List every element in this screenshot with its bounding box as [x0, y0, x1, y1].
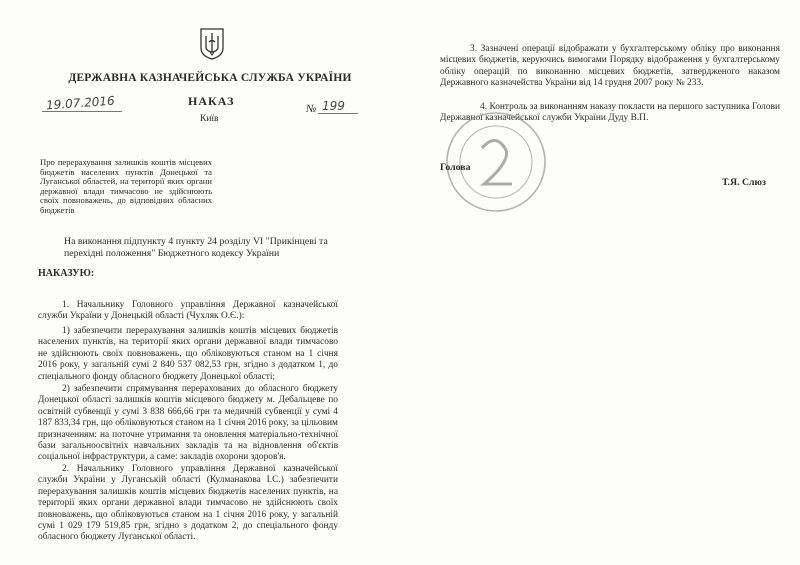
signatory-name: Т.Я. Слюз	[722, 177, 766, 188]
order-city: Київ	[200, 114, 219, 124]
order-command: НАКАЗУЮ:	[38, 268, 95, 279]
paragraph-1: 1. Начальнику Головного управління Державної казначейської служби України у Донецькій області (Чухляк О.Є.):	[38, 300, 338, 322]
number-underline	[318, 113, 358, 114]
order-date: 19.07.2016	[45, 93, 116, 113]
order-number: 199	[322, 99, 345, 113]
order-title: НАКАЗ	[188, 94, 235, 108]
signatory-title: Голова	[440, 162, 471, 173]
agency-name: ДЕРЖАВНА КАЗНАЧЕЙСЬКА СЛУЖБА УКРАЇНИ	[68, 72, 352, 84]
ukraine-trident-emblem-icon	[199, 28, 225, 60]
paragraph-3: 3. Зазначені операції відображати у бухгалтерському обліку про виконання місцевих бюджетів, керуючись вимогами Порядку відображення у бухгалтерському обліку операцій по виконанню місцевих бюджетів, затвердженого наказом Державного казначейства України від 14 грудня 2007 року № 233.	[440, 44, 780, 89]
order-preamble: На виконання підпункту 4 пункту 24 розділу VI "Прикінцеві та перехідні положення" Бюджетного кодексу України	[64, 236, 328, 259]
order-subject: Про перерахування залишків коштів місцевих бюджетів населених пунктів Донецької та Луганської областей, на території яких органи державної влади тимчасово не здійснюють своїх повноважень, до відповідних обласних бюджетів	[40, 157, 212, 215]
paragraph-1-1: 1) забезпечити перерахування залишків коштів місцевих бюджетів населених пунктів, на території яких органи державної влади тимчасово не здійснюють своїх повноважень, що обліковуються станом на 1 січня 2016 року, у загальній сумі 2 840 537 082,53 грн, згідно з додатком 1, до спеціального фонду обласного бюджету Донецької області;	[38, 326, 338, 382]
paragraph-2: 2. Начальнику Головного управління Державної казначейської служби України у Луганській області (Кулманакова І.С.) забезпечити перерахування залишків коштів місцевих бюджетів населених пунктів, на території яких органи державної влади тимчасово не здійснюють своїх повноважень, що обліковуються станом на 1 січня 2016 року, у загальній сумі 1 029 179 519,85 грн, згідно з додатком 2, до спеціального фонду обласного бюджету Луганської області.	[38, 464, 338, 543]
date-underline	[42, 111, 122, 112]
order-number-label: №	[306, 103, 317, 115]
paragraph-1-2: 2) забезпечити спрямування перерахованих до обласного бюджету Донецької області залишків коштів місцевого бюджету м. Дебальцеве по освітній субвенції у сумі 3 838 666,66 грн та медичній субвенції у сумі 4 187 833,34 грн, що обліковуються станом на 1 січня 2016 року, за цільовим призначенням: на поточне утримання та оновлення матеріально-технічної бази загальноосвітніх навчальних закладів та на відновлення об'єктів соціальної інфраструктури, а саме: закладів охорони здоров'я.	[38, 384, 338, 463]
paragraph-4: 4. Контроль за виконанням наказу покласти на першого заступника Голови Державної казначейської служби України Дуду В.П.	[440, 102, 780, 124]
